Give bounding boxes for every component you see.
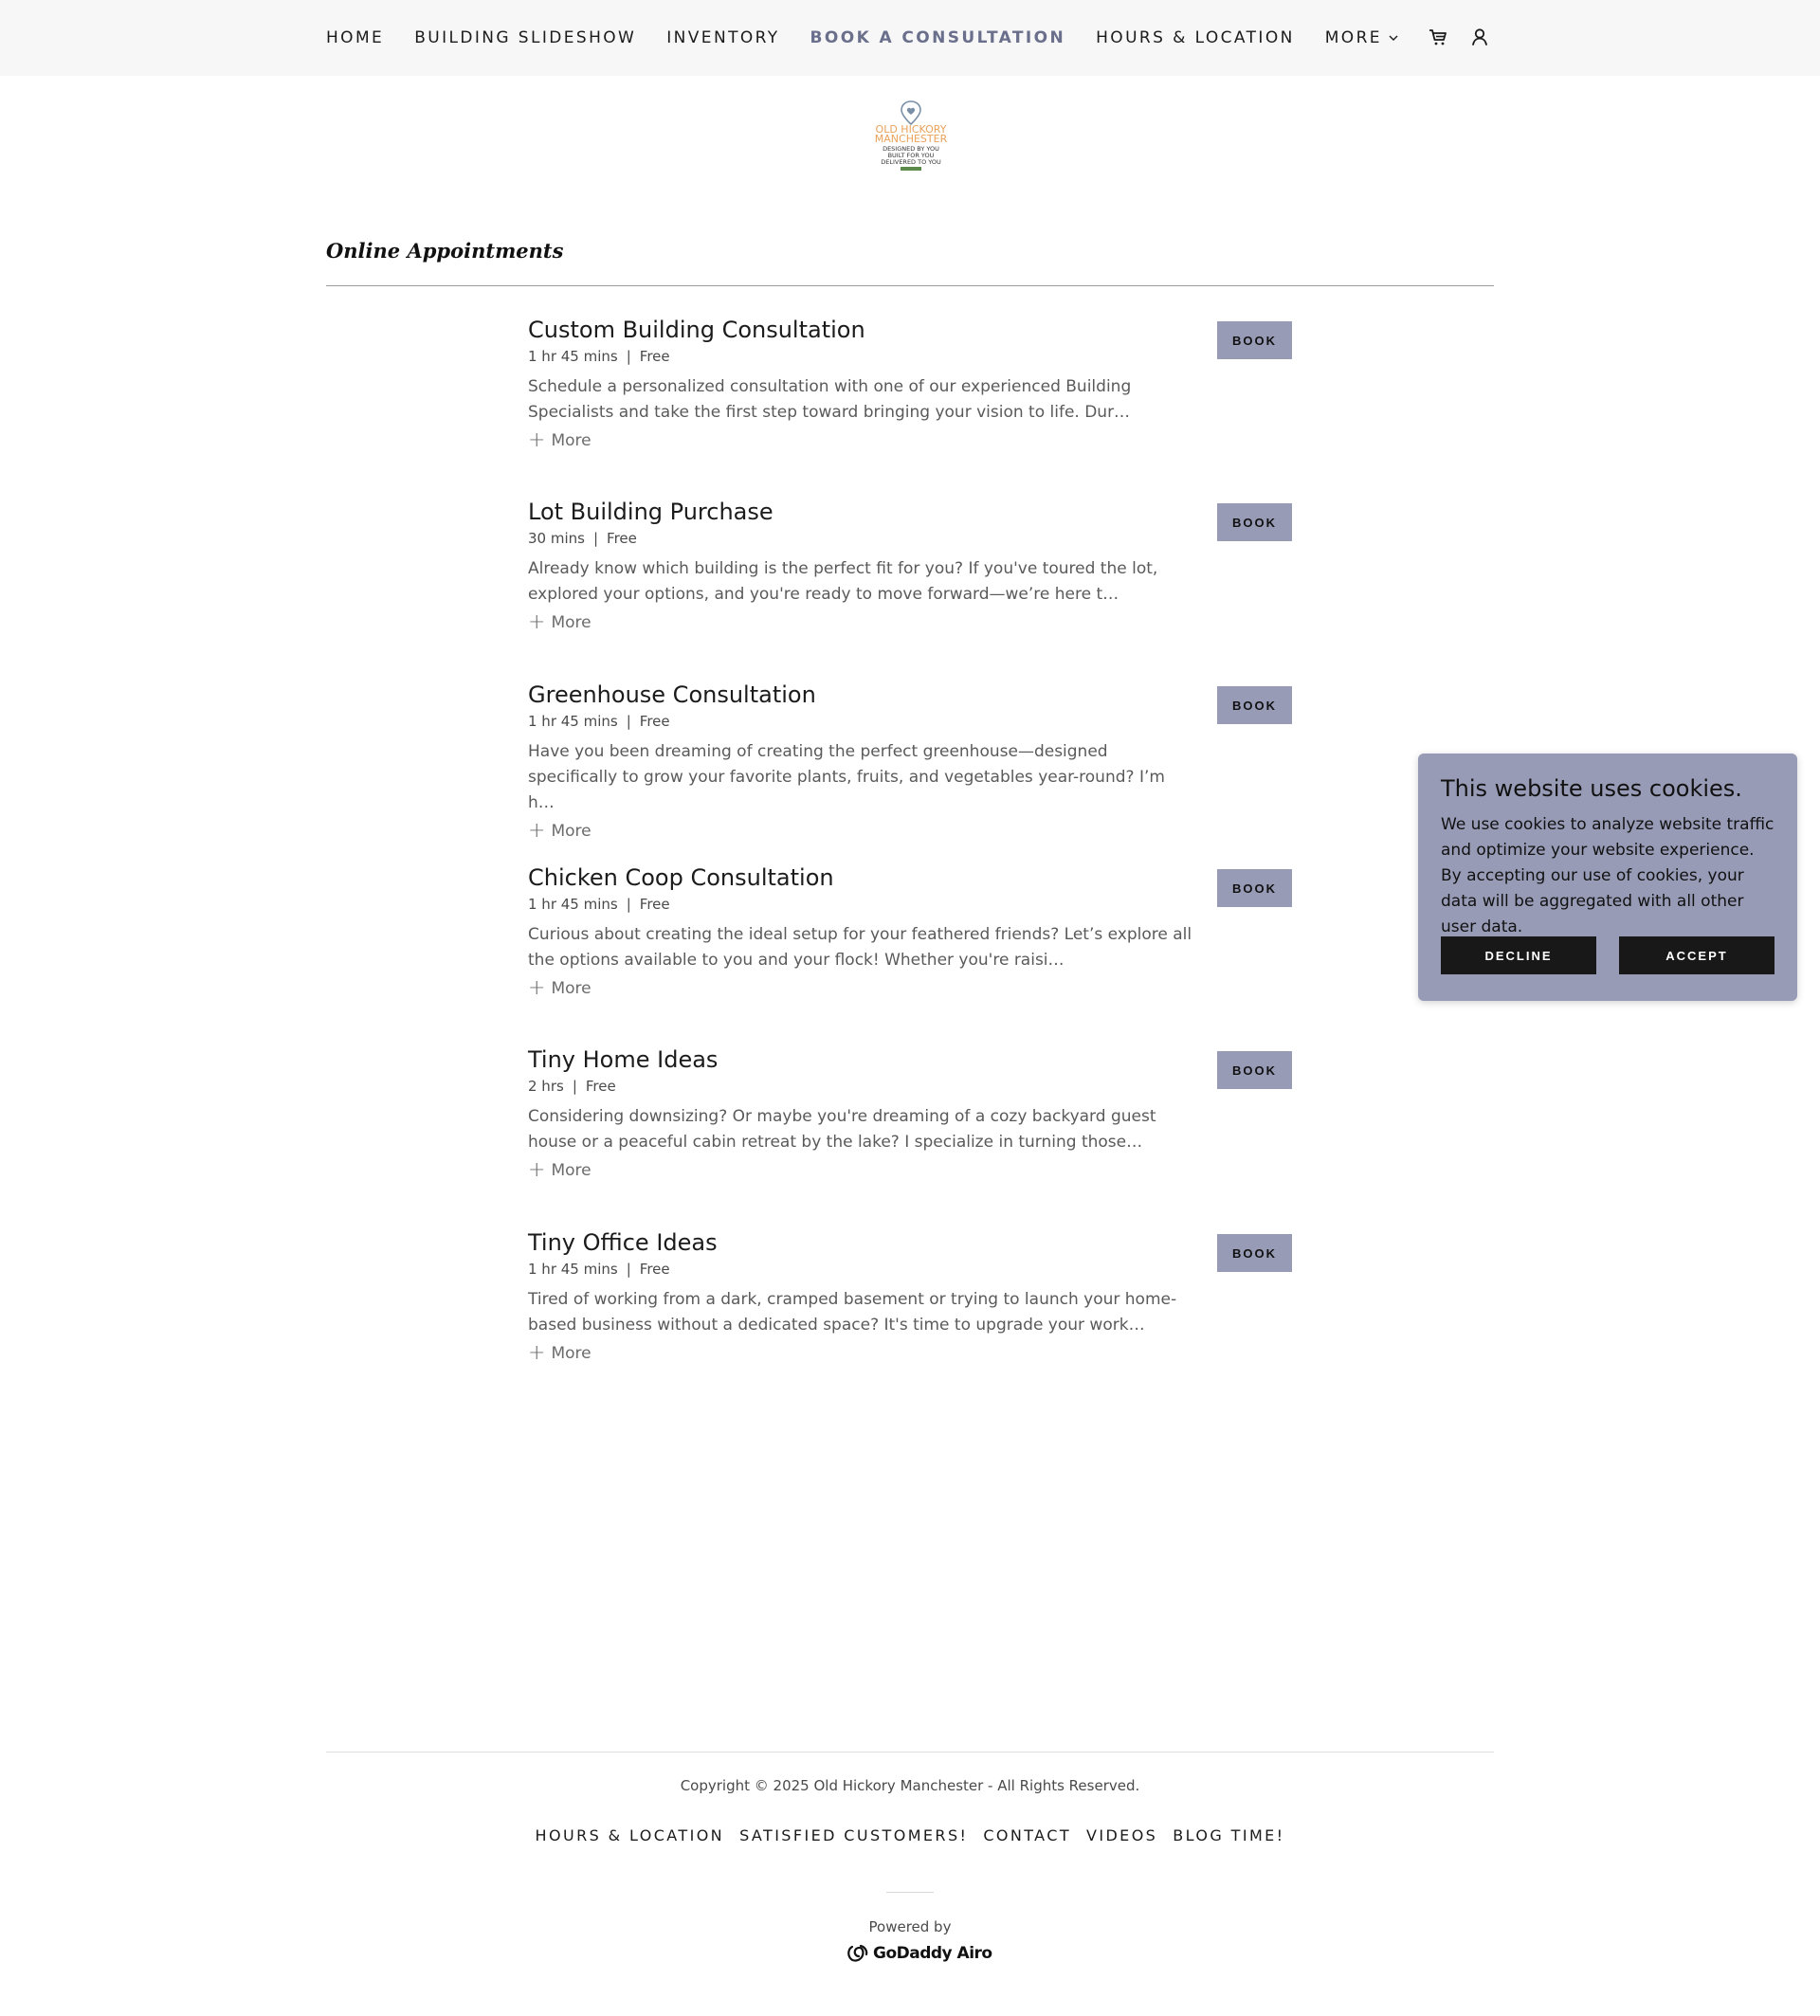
cookie-text: We use cookies to analyze website traffic and optimize your website experience. By accepting our use of cookies, your data will be aggregated with all other user data. xyxy=(1441,815,1774,936)
section-divider xyxy=(326,285,1494,286)
footer-link-blog-time[interactable]: BLOG TIME! xyxy=(1173,1826,1285,1844)
chevron-down-icon xyxy=(1388,32,1399,44)
book-button[interactable]: BOOK xyxy=(1217,686,1292,724)
appointment-price: Free xyxy=(639,1261,670,1278)
main-nav xyxy=(326,0,1429,76)
footer-divider xyxy=(326,1752,1494,1753)
logo-line-5: DELIVERED TO YOU xyxy=(881,158,941,166)
copyright-text: Copyright © 2025 Old Hickory Manchester - All Rights Reserved. xyxy=(680,1777,1140,1794)
book-button[interactable]: BOOK xyxy=(1217,869,1292,907)
appointment-more-label: More xyxy=(551,431,592,450)
footer-nav xyxy=(0,1826,1820,1844)
book-button[interactable]: BOOK xyxy=(1217,503,1292,541)
book-button[interactable]: BOOK xyxy=(1217,321,1292,359)
cookie-title: This website uses cookies. xyxy=(1441,775,1742,802)
appointment-duration: 1 hr 45 mins xyxy=(528,713,618,730)
nav-item-more-label: MORE xyxy=(1324,28,1382,47)
footer-link-hours-location[interactable]: HOURS & LOCATION xyxy=(535,1826,725,1844)
appointment-more-link[interactable] xyxy=(528,819,592,843)
logo-line-4: BUILT FOR YOU xyxy=(887,152,935,159)
appointment-item xyxy=(528,1228,1296,1380)
appointment-price: Free xyxy=(639,713,670,730)
appointment-description: Considering downsizing? Or maybe you're dreaming of a cozy backyard guest house or a peaceful cabin retreat by the lake? I specialize in turning those… xyxy=(528,1107,1156,1152)
meta-separator: | xyxy=(626,348,631,365)
meta-separator: | xyxy=(592,530,599,547)
appointment-more-link[interactable] xyxy=(528,610,592,634)
appointment-more-label: More xyxy=(551,1344,592,1363)
appointment-item xyxy=(528,681,1296,843)
godaddy-airo-logo[interactable] xyxy=(846,1943,992,1964)
powered-by-text: Powered by xyxy=(868,1918,952,1935)
appointment-item xyxy=(528,863,1296,1015)
meta-separator: | xyxy=(626,1261,631,1278)
meta-separator: | xyxy=(626,896,631,913)
appointment-description: Schedule a personalized consultation with one of our experienced Building Specialists and take the first step toward bringing your vision to life. Dur… xyxy=(528,377,1132,422)
meta-separator: | xyxy=(626,713,631,730)
footer-link-contact[interactable]: CONTACT xyxy=(983,1826,1071,1844)
top-navigation-bar xyxy=(0,0,1820,76)
cart-icon[interactable] xyxy=(1426,25,1450,49)
plus-icon: + xyxy=(528,1341,546,1365)
nav-icons xyxy=(1426,25,1492,49)
appointment-description: Already know which building is the perfect fit for you? If you've toured the lot, explored your options, and you're ready to move forward—we’re here t… xyxy=(528,559,1158,604)
footer-link-videos[interactable]: VIDEOS xyxy=(1086,1826,1158,1844)
plus-icon: + xyxy=(528,976,546,1000)
appointment-title: Tiny Office Ideas xyxy=(528,1229,718,1256)
appointment-item xyxy=(528,498,1296,649)
appointment-price: Free xyxy=(639,348,670,365)
godaddy-logo-icon xyxy=(846,1943,869,1964)
user-icon[interactable] xyxy=(1467,25,1492,49)
plus-icon: + xyxy=(528,428,546,452)
appointment-meta xyxy=(528,348,1296,365)
appointment-more-link[interactable] xyxy=(528,428,592,452)
footer-small-divider xyxy=(886,1892,934,1893)
book-button[interactable]: BOOK xyxy=(1217,1051,1292,1089)
appointment-price: Free xyxy=(639,896,670,913)
appointment-more-link[interactable] xyxy=(528,1341,592,1365)
map-pin-icon xyxy=(901,101,920,124)
appointment-meta xyxy=(528,530,1296,547)
decline-button[interactable]: DECLINE xyxy=(1441,936,1596,974)
appointment-more-label: More xyxy=(551,613,592,632)
plus-icon: + xyxy=(528,819,546,843)
appointment-meta xyxy=(528,1261,1296,1278)
nav-item-hours-location[interactable]: HOURS & LOCATION xyxy=(1096,28,1295,47)
appointment-title: Custom Building Consultation xyxy=(528,317,865,343)
appointment-description: Curious about creating the ideal setup for your feathered friends? Let’s explore all the options available to you and your flock! Whether you're raisi… xyxy=(528,925,1192,970)
cookie-banner xyxy=(1418,754,1797,1001)
appointment-duration: 1 hr 45 mins xyxy=(528,348,618,365)
appointment-more-link[interactable] xyxy=(528,976,592,1000)
appointment-title: Chicken Coop Consultation xyxy=(528,864,834,891)
plus-icon: + xyxy=(528,610,546,634)
appointment-meta xyxy=(528,896,1296,913)
godaddy-airo-label: GoDaddy Airo xyxy=(873,1944,992,1963)
appointment-title: Greenhouse Consultation xyxy=(528,681,816,708)
logo-grass-shape xyxy=(901,167,921,171)
appointment-more-label: More xyxy=(551,1161,592,1180)
accept-button[interactable]: ACCEPT xyxy=(1619,936,1774,974)
nav-item-book-a-consultation[interactable]: BOOK A CONSULTATION xyxy=(810,28,1066,47)
logo-line-3: DESIGNED BY YOU xyxy=(883,145,939,153)
appointment-duration: 30 mins xyxy=(528,530,585,547)
nav-item-inventory[interactable]: INVENTORY xyxy=(666,28,780,47)
nav-item-more[interactable] xyxy=(1325,28,1399,47)
appointment-duration: 2 hrs xyxy=(528,1078,564,1095)
appointment-description: Tired of working from a dark, cramped basement or trying to launch your home-based business without a dedicated space? It's time to upgrade your work… xyxy=(528,1290,1177,1335)
section-title: Online Appointments xyxy=(326,239,564,263)
appointment-item xyxy=(528,316,1296,467)
appointment-price: Free xyxy=(585,1078,616,1095)
appointment-meta xyxy=(528,1078,1296,1095)
nav-item-home[interactable]: HOME xyxy=(326,28,385,47)
appointment-item xyxy=(528,1045,1296,1197)
logo-line-1: OLD HICKORY xyxy=(875,123,947,136)
cookie-actions xyxy=(1441,936,1774,974)
appointment-more-link[interactable] xyxy=(528,1158,592,1182)
appointment-meta xyxy=(528,713,1296,730)
appointment-price: Free xyxy=(607,530,637,547)
appointment-more-label: More xyxy=(551,979,592,998)
nav-item-building-slideshow[interactable]: BUILDING SLIDESHOW xyxy=(414,28,637,47)
footer-link-satisfied-customers[interactable]: SATISFIED CUSTOMERS! xyxy=(739,1826,969,1844)
appointment-title: Lot Building Purchase xyxy=(528,499,774,525)
book-button[interactable]: BOOK xyxy=(1217,1234,1292,1272)
appointment-duration: 1 hr 45 mins xyxy=(528,1261,618,1278)
site-logo[interactable] xyxy=(863,99,959,173)
appointment-description: Have you been dreaming of creating the perfect greenhouse—designed specifically to grow your favorite plants, fruits, and vegetables year-round? I’m h… xyxy=(528,742,1165,812)
appointment-title: Tiny Home Ideas xyxy=(528,1046,719,1073)
appointment-duration: 1 hr 45 mins xyxy=(528,896,618,913)
plus-icon: + xyxy=(528,1158,546,1182)
meta-separator: | xyxy=(572,1078,577,1095)
appointment-more-label: More xyxy=(551,822,592,841)
logo-line-2: MANCHESTER xyxy=(874,133,948,145)
